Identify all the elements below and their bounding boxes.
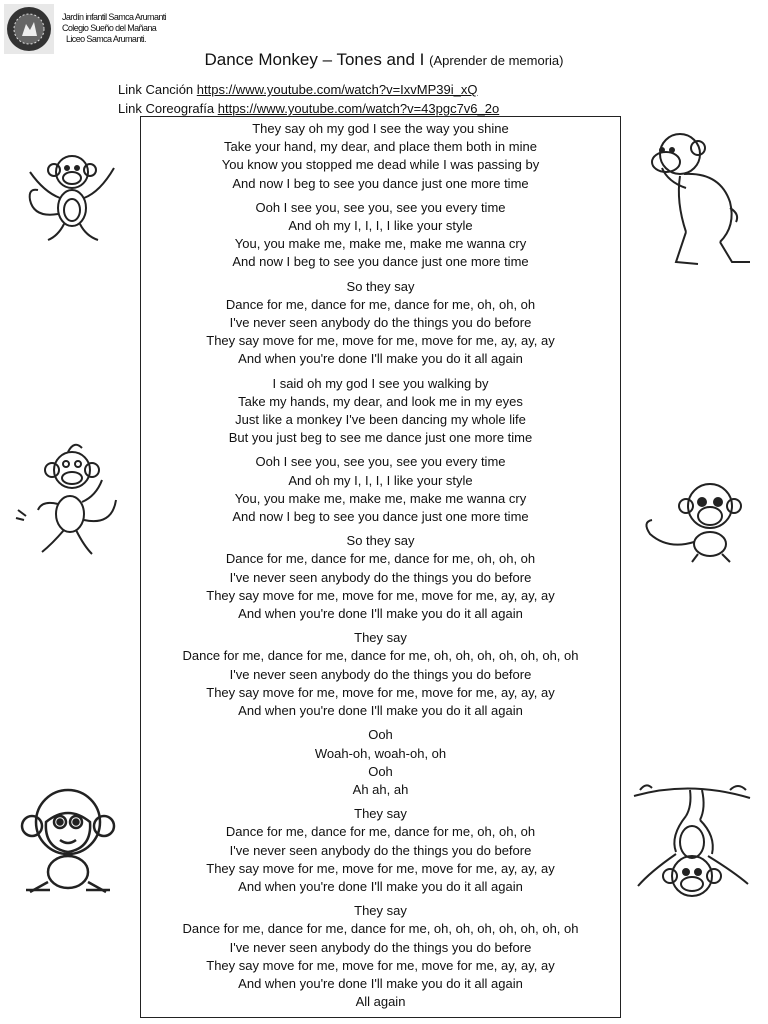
lyric-line: I've never seen anybody do the things you do before	[229, 842, 532, 858]
lyric-line: Ooh	[368, 763, 393, 779]
lyrics-stanza	[140, 199, 621, 272]
lyric-line: Dance for me, dance for me, dance for me, oh, oh, oh	[225, 824, 536, 840]
lyrics-stanza	[140, 902, 621, 1011]
monkey-waving-icon	[14, 148, 132, 248]
lyric-line: But you just beg to see me dance just one more time	[228, 430, 533, 446]
lyric-line: And now I beg to see you dance just one more time	[232, 254, 529, 270]
school-logo-icon	[4, 4, 54, 54]
lyric-line: I said oh my god I see you walking by	[272, 375, 489, 391]
lyrics-body	[140, 120, 621, 1017]
lyric-line: I've never seen anybody do the things you do before	[229, 939, 532, 955]
lyric-line: Ah ah, ah	[352, 781, 409, 797]
lyric-line: I've never seen anybody do the things you do before	[229, 666, 532, 682]
lyric-line: So they say	[346, 278, 415, 294]
link-label: Link Canción	[118, 82, 194, 97]
song-link[interactable]: https://www.youtube.com/watch?v=IxvMP39i_xQ	[196, 82, 478, 97]
lyric-line: And when you're done I'll make you do it all again	[238, 703, 523, 719]
lyric-line: You, you make me, make me, make me wanna cry	[234, 236, 527, 252]
lyric-line: They say oh my god I see the way you shine	[252, 121, 509, 136]
lyric-line: Dance for me, dance for me, dance for me, oh, oh, oh	[225, 296, 536, 312]
school-line: Liceo Samca Arumanti.	[66, 34, 146, 44]
lyric-line: I've never seen anybody do the things you do before	[229, 569, 532, 585]
lyrics-stanza	[140, 120, 621, 193]
title-main: Dance Monkey – Tones and I	[204, 50, 425, 69]
lyrics-stanza	[140, 532, 621, 623]
lyrics-stanza	[140, 805, 621, 896]
links-block	[118, 80, 499, 118]
lyric-line: They say move for me, move for me, move for me, ay, ay, ay	[206, 957, 555, 973]
lyrics-stanza	[140, 375, 621, 448]
lyric-line: And when you're done I'll make you do it all again	[238, 351, 523, 367]
title-sub: (Aprender de memoria)	[429, 53, 564, 68]
lyrics-stanza	[140, 453, 621, 526]
monkey-dancing-icon	[12, 440, 132, 566]
lyric-line: Take your hand, my dear, and place them both in mine	[224, 139, 537, 155]
monkey-thinking-icon	[640, 122, 752, 272]
monkey-sitting-icon	[10, 782, 126, 898]
lyric-line: They say move for me, move for me, move for me, ay, ay, ay	[206, 587, 555, 603]
monkey-hanging-icon	[630, 776, 754, 908]
lyric-line: And when you're done I'll make you do it all again	[238, 878, 523, 894]
song-link-row	[118, 80, 499, 99]
lyric-line: And oh my I, I, I, I like your style	[288, 472, 473, 488]
lyric-line: They say	[354, 806, 407, 822]
lyric-line: And when you're done I'll make you do it all again	[238, 975, 523, 991]
lyrics-stanza	[140, 726, 621, 799]
choreography-link[interactable]: https://www.youtube.com/watch?v=43pgc7v6_2o	[217, 101, 500, 116]
lyric-line: Ooh I see you, see you, see you every time	[255, 199, 506, 215]
lyric-line: And when you're done I'll make you do it all again	[238, 606, 523, 622]
lyrics-stanza	[140, 278, 621, 369]
lyric-line: They say	[354, 630, 407, 646]
lyric-line: They say move for me, move for me, move for me, ay, ay, ay	[206, 684, 555, 700]
lyric-line: And now I beg to see you dance just one more time	[232, 175, 529, 191]
lyric-line: They say move for me, move for me, move for me, ay, ay, ay	[206, 333, 555, 349]
lyrics-stanza	[140, 629, 621, 720]
lyric-line: They say	[354, 903, 407, 919]
lyric-line: Ooh	[368, 727, 393, 743]
lyric-line: Woah-oh, woah-oh, oh	[314, 745, 447, 761]
lyric-line: Dance for me, dance for me, dance for me, oh, oh, oh, oh, oh, oh, oh	[182, 648, 579, 664]
lyric-line: Dance for me, dance for me, dance for me, oh, oh, oh	[225, 551, 536, 567]
school-line: Jardín infantil Samca Arumanti	[62, 12, 167, 22]
lyric-line: Ooh I see you, see you, see you every time	[255, 454, 506, 470]
school-names	[62, 12, 166, 45]
lyric-line: Dance for me, dance for me, dance for me, oh, oh, oh, oh, oh, oh, oh	[182, 921, 579, 937]
lyric-line: Take my hands, my dear, and look me in my eyes	[238, 393, 523, 409]
lyric-line: You, you make me, make me, make me wanna cry	[234, 490, 527, 506]
lyric-line: They say move for me, move for me, move for me, ay, ay, ay	[206, 860, 555, 876]
lyric-line: You know you stopped me dead while I was passing by	[221, 157, 540, 173]
lyric-line: So they say	[346, 533, 415, 549]
lyric-line: And oh my I, I, I, I like your style	[288, 218, 473, 234]
lyric-line: I've never seen anybody do the things you do before	[229, 315, 532, 331]
school-line: Colegio Sueño del Mañana	[62, 23, 157, 33]
page-title	[0, 50, 768, 70]
lyric-line: All again	[355, 994, 406, 1010]
lyric-line: And now I beg to see you dance just one more time	[232, 509, 529, 525]
lyric-line: Just like a monkey I've been dancing my whole life	[235, 412, 526, 428]
link-label: Link Coreografía	[118, 101, 215, 116]
monkey-crouching-icon	[640, 474, 750, 564]
